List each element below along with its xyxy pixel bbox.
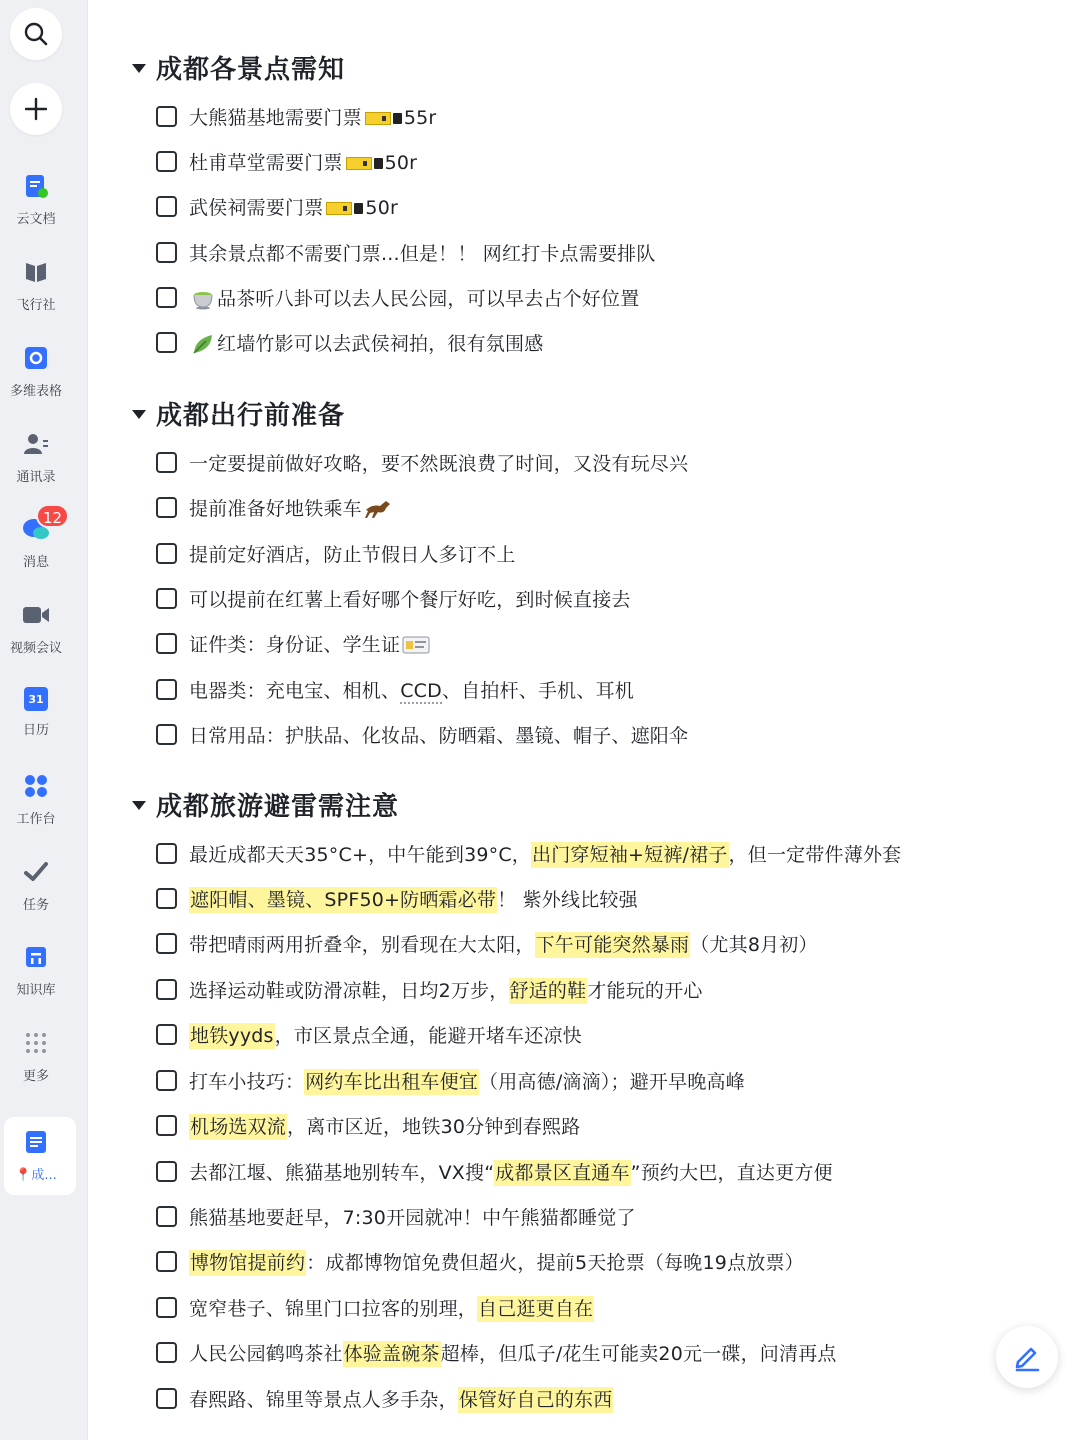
id-card-icon bbox=[402, 635, 430, 655]
todo-text: 去都江堰、熊猫基地别转车，VX搜“成都景区直通车”预约大巴，直达更方便 bbox=[189, 1161, 833, 1184]
todo-checkbox[interactable] bbox=[156, 633, 177, 654]
sidebar bbox=[0, 0, 88, 1440]
todo-text: 武侯祠需要门票 50r bbox=[189, 196, 398, 219]
collapse-triangle-icon[interactable] bbox=[132, 410, 146, 419]
todo-item bbox=[156, 973, 703, 1005]
todo-item bbox=[156, 190, 398, 222]
todo-item bbox=[156, 491, 394, 523]
more-dots-icon bbox=[22, 1029, 50, 1057]
todo-text: 遮阳帽、墨镜、SPF50+防晒霜必带！ 紫外线比较强 bbox=[190, 888, 638, 911]
todo-text: 选择运动鞋或防滑凉鞋，日均2万步，舒适的鞋才能玩的开心 bbox=[189, 979, 703, 1002]
todo-item bbox=[156, 1336, 837, 1368]
todo-checkbox[interactable] bbox=[156, 724, 177, 745]
todo-item bbox=[156, 1245, 804, 1277]
todo-text: 电器类：充电宝、相机、CCD、自拍杆、手机、耳机 bbox=[189, 679, 634, 702]
teacup-icon bbox=[191, 288, 215, 310]
todo-checkbox[interactable] bbox=[156, 1161, 177, 1182]
todo-checkbox[interactable] bbox=[156, 933, 177, 954]
add-button[interactable] bbox=[10, 83, 62, 135]
todo-text: 提前定好酒店，防止节假日人多订不上 bbox=[189, 543, 516, 566]
todo-item bbox=[156, 673, 634, 705]
sidebar-item-label: 通讯录 bbox=[16, 470, 56, 485]
todo-text: 品茶听八卦可以去人民公园，可以早去占个好位置 bbox=[189, 284, 639, 311]
todo-text: 其余景点都不需要门票...但是！！ 网红打卡点需要排队 bbox=[189, 242, 656, 265]
todo-checkbox[interactable] bbox=[156, 332, 177, 353]
ticket-stub-icon bbox=[393, 113, 402, 124]
todo-text: 打车小技巧：网约车比出租车便宜（用高德/滴滴）；避开早晚高峰 bbox=[189, 1070, 745, 1093]
todo-item bbox=[156, 1291, 594, 1323]
sidebar-item-label: 知识库 bbox=[16, 983, 56, 998]
sidebar-item-label: 多维表格 bbox=[9, 384, 62, 399]
sidebar-item-label: 视频会议 bbox=[9, 641, 62, 656]
todo-item bbox=[156, 1109, 580, 1141]
sidebar-item-label: 更多 bbox=[22, 1069, 49, 1084]
todo-checkbox[interactable] bbox=[156, 1251, 177, 1272]
todo-checkbox[interactable] bbox=[156, 888, 177, 909]
todo-checkbox[interactable] bbox=[156, 1024, 177, 1045]
collapse-triangle-icon[interactable] bbox=[132, 64, 146, 73]
sidebar-item-label: 工作台 bbox=[16, 812, 56, 827]
todo-text: 一定要提前做好攻略，要不然既浪费了时间，又没有玩尽兴 bbox=[189, 452, 689, 475]
edit-button[interactable] bbox=[996, 1326, 1058, 1388]
sidebar-item-feixingshe[interactable] bbox=[0, 258, 72, 328]
sidebar-item-more[interactable] bbox=[0, 1029, 72, 1099]
leaf-icon bbox=[191, 333, 215, 355]
sidebar-item-label: 云文档 bbox=[16, 212, 56, 227]
todo-text: 带把晴雨两用折叠伞，别看现在大太阳，下午可能突然暴雨（尤其8月初） bbox=[189, 933, 818, 956]
todo-text: 博物馆提前约：成都博物馆免费但超火，提前5天抢票（每晚19点放票） bbox=[190, 1251, 804, 1274]
section-title: 成都各景点需知 bbox=[156, 54, 346, 85]
todo-item bbox=[156, 1200, 636, 1232]
ticket-icon bbox=[365, 112, 391, 125]
ccd-term[interactable]: CCD bbox=[400, 679, 442, 702]
sidebar-item-tasks[interactable] bbox=[0, 858, 72, 928]
todo-checkbox[interactable] bbox=[156, 1388, 177, 1409]
contacts-icon bbox=[22, 430, 50, 458]
sidebar-item-label: 任务 bbox=[22, 898, 49, 913]
ticket-icon bbox=[346, 157, 372, 170]
sidebar-item-wiki[interactable] bbox=[0, 943, 72, 1013]
todo-item bbox=[156, 927, 818, 959]
todo-checkbox[interactable] bbox=[156, 287, 177, 308]
calendar-icon bbox=[24, 687, 48, 711]
sidebar-item-docs[interactable] bbox=[0, 172, 72, 242]
todo-item bbox=[156, 1064, 745, 1096]
wiki-icon bbox=[22, 943, 50, 971]
todo-checkbox[interactable] bbox=[156, 679, 177, 700]
search-button[interactable] bbox=[10, 8, 62, 60]
section-header[interactable] bbox=[132, 784, 399, 824]
todo-text: 可以提前在红薯上看好哪个餐厅好吃，到时候直接去 bbox=[189, 588, 631, 611]
todo-text: 春熙路、锦里等景点人多手杂，保管好自己的东西 bbox=[189, 1388, 613, 1411]
sidebar-item-label: 飞行社 bbox=[16, 298, 56, 313]
sidebar-item-label: 消息 bbox=[22, 555, 49, 570]
horse-icon bbox=[364, 498, 392, 520]
checkmark-icon bbox=[22, 858, 50, 886]
todo-checkbox[interactable] bbox=[156, 1115, 177, 1136]
apps-grid-icon bbox=[22, 772, 50, 800]
ticket-icon bbox=[326, 202, 352, 215]
unread-badge: 12 bbox=[36, 504, 69, 528]
todo-item bbox=[156, 326, 543, 358]
todo-text: 地铁yyds，市区景点全通，能避开堵车还凉快 bbox=[190, 1024, 582, 1047]
plus-icon bbox=[23, 96, 49, 122]
todo-text: 红墙竹影可以去武侯祠拍，很有氛围感 bbox=[189, 329, 543, 356]
todo-checkbox[interactable] bbox=[156, 543, 177, 564]
todo-item bbox=[156, 882, 638, 914]
todo-item bbox=[156, 627, 432, 659]
sidebar-item-workbench[interactable] bbox=[0, 772, 72, 842]
section-title: 成都出行前准备 bbox=[156, 400, 346, 431]
todo-text: 杜甫草堂需要门票 50r bbox=[189, 151, 418, 174]
todo-text: 证件类：身份证、学生证 bbox=[189, 630, 432, 657]
todo-checkbox[interactable] bbox=[156, 242, 177, 263]
todo-item bbox=[156, 537, 515, 569]
todo-text: 人民公园鹤鸣茶社体验盖碗茶超棒，但瓜子/花生可能卖20元一碟，问清再点 bbox=[189, 1342, 837, 1365]
todo-checkbox[interactable] bbox=[156, 151, 177, 172]
sidebar-item-bitable[interactable] bbox=[0, 344, 72, 414]
book-icon bbox=[22, 258, 50, 286]
todo-item bbox=[156, 145, 417, 177]
todo-item bbox=[156, 446, 688, 478]
table-icon bbox=[22, 344, 50, 372]
todo-item bbox=[156, 837, 901, 869]
search-icon bbox=[23, 21, 49, 47]
calendar-day: 31 bbox=[28, 692, 44, 706]
section-header[interactable] bbox=[132, 47, 345, 87]
pencil-icon bbox=[1012, 1342, 1042, 1372]
todo-text: 大熊猫基地需要门票 55r bbox=[189, 106, 437, 129]
todo-item bbox=[156, 100, 436, 132]
todo-item bbox=[156, 718, 688, 750]
ticket-stub-icon bbox=[354, 203, 363, 214]
section-header[interactable] bbox=[132, 393, 345, 433]
todo-checkbox[interactable] bbox=[156, 1297, 177, 1318]
todo-checkbox[interactable] bbox=[156, 497, 177, 518]
todo-text: 日常用品：护肤品、化妆品、防晒霜、墨镜、帽子、遮阳伞 bbox=[189, 724, 689, 747]
todo-item bbox=[156, 1155, 833, 1187]
todo-item bbox=[156, 1018, 582, 1050]
todo-checkbox[interactable] bbox=[156, 979, 177, 1000]
todo-checkbox[interactable] bbox=[156, 588, 177, 609]
todo-item bbox=[156, 1382, 613, 1414]
document-icon bbox=[22, 1128, 50, 1156]
todo-text: 机场选双流，离市区近，地铁30分钟到春熙路 bbox=[190, 1115, 581, 1138]
todo-checkbox[interactable] bbox=[156, 452, 177, 473]
todo-text: 宽窄巷子、锦里门口拉客的别理，自己逛更自在 bbox=[189, 1297, 594, 1320]
sidebar-item-label: 📍成... bbox=[15, 1168, 57, 1183]
ticket-stub-icon bbox=[374, 158, 383, 169]
todo-checkbox[interactable] bbox=[156, 106, 177, 127]
todo-checkbox[interactable] bbox=[156, 843, 177, 864]
sidebar-item-video-meeting[interactable] bbox=[0, 601, 72, 671]
sidebar-item-calendar[interactable] bbox=[0, 687, 72, 757]
todo-text: 熊猫基地要赶早，7:30开园就冲！中午熊猫都睡觉了 bbox=[189, 1206, 636, 1229]
todo-item bbox=[156, 281, 639, 313]
todo-checkbox[interactable] bbox=[156, 1070, 177, 1091]
collapse-triangle-icon[interactable] bbox=[132, 801, 146, 810]
todo-text: 提前准备好地铁乘车 bbox=[189, 494, 394, 521]
todo-checkbox[interactable] bbox=[156, 1206, 177, 1227]
todo-item bbox=[156, 582, 631, 614]
sidebar-item-current-doc[interactable] bbox=[0, 1128, 72, 1198]
sidebar-item-contacts[interactable] bbox=[0, 430, 72, 500]
document-body bbox=[88, 0, 1080, 1440]
docs-icon bbox=[22, 172, 50, 200]
sidebar-item-label: 日历 bbox=[22, 723, 49, 738]
todo-text: 最近成都天天35°C+，中午能到39°C，出门穿短袖+短裤/裙子，但一定带件薄外套 bbox=[189, 843, 902, 866]
todo-checkbox[interactable] bbox=[156, 196, 177, 217]
todo-item bbox=[156, 236, 656, 268]
video-camera-icon bbox=[22, 601, 50, 629]
section-title: 成都旅游避雷需注意 bbox=[156, 791, 400, 822]
todo-checkbox[interactable] bbox=[156, 1342, 177, 1363]
